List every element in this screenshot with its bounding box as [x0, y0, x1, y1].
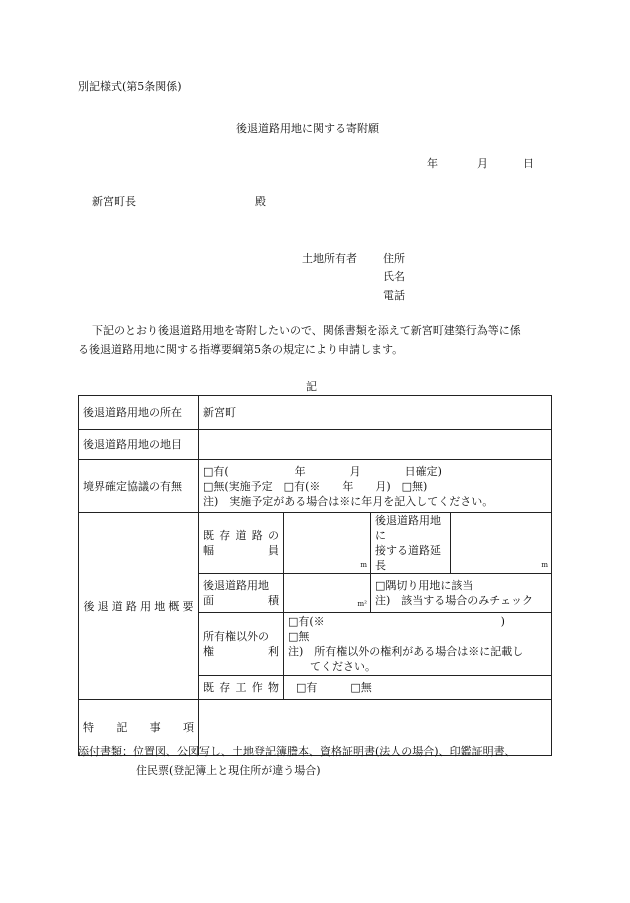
- date-month-label: 月: [477, 157, 488, 170]
- boundary-line-1: □有( 年 月 日確定): [203, 464, 442, 478]
- owner-phone-label: 電話: [383, 289, 405, 302]
- attachments-line-2: 住民票(登記簿上と現住所が違う場合): [136, 764, 321, 777]
- boundary-label: 境界確定協議の有無: [79, 460, 199, 513]
- boundary-content[interactable]: [199, 460, 552, 513]
- rights-cell[interactable]: [284, 613, 552, 676]
- addressee: 新宮町長: [92, 195, 136, 208]
- road-width-label: 既存道路の 幅 員: [199, 513, 284, 574]
- landuse-value[interactable]: [199, 430, 552, 460]
- contact-length-label: 後退道路用地に 接する道路延長: [371, 513, 451, 574]
- structures-label: 既存工作物: [199, 676, 284, 700]
- rights-option-no: □無: [288, 630, 310, 643]
- corner-option: □隅切り用地に該当: [375, 579, 474, 592]
- body-line-1: 下記のとおり後退道路用地を寄附したいので、関係書類を添えて新宮町建築行為等に係: [92, 324, 521, 337]
- rights-note-2: てください。: [310, 660, 376, 673]
- form-reference: 別記様式(第5条関係): [78, 80, 182, 93]
- rights-label: 所有権以外の 権 利: [199, 613, 284, 676]
- owner-address-label: 住所: [383, 252, 405, 265]
- honorific: 殿: [255, 195, 266, 208]
- remarks-label: 特 記 事 項: [79, 700, 199, 756]
- structures-options[interactable]: □有 □無: [284, 676, 552, 700]
- body-line-2: る後退道路用地に関する指導要綱第5条の規定により申請します。: [78, 343, 404, 356]
- landuse-label: 後退道路用地の地目: [79, 430, 199, 460]
- boundary-note: 注) 実施予定がある場合は※に年月を記入してください。: [203, 494, 494, 508]
- date-year-label: 年: [427, 157, 438, 170]
- corner-note: 注) 該当する場合のみチェック: [375, 594, 533, 607]
- application-table: [78, 395, 552, 756]
- road-width-unit: m: [360, 561, 367, 569]
- rights-note-1: 注) 所有権以外の権利がある場合は※に記載し: [288, 645, 524, 658]
- area-unit: m²: [357, 600, 367, 608]
- owner-label: 土地所有者: [302, 252, 357, 265]
- attachments-line-1: 添付書類：位置図、公図写し、土地登記簿謄本、資格証明書(法人の場合)、印鑑証明書、: [78, 745, 516, 758]
- document-title: 後退道路用地に関する寄附願: [236, 122, 379, 135]
- location-label: 後退道路用地の所在: [79, 396, 199, 430]
- area-value[interactable]: [284, 574, 371, 613]
- contact-length-value[interactable]: [451, 513, 552, 574]
- area-label: 後退道路用地 面 積: [199, 574, 284, 613]
- boundary-line-2: □無(実施予定 □有(※ 年 月) □無): [203, 479, 428, 493]
- rights-option-yes: □有(※ ): [288, 615, 505, 628]
- ki-heading: 記: [306, 380, 317, 393]
- overview-label: 後退道路用地概要: [79, 513, 199, 700]
- location-value: 新宮町: [199, 396, 552, 430]
- date-day-label: 日: [523, 157, 534, 170]
- corner-cell[interactable]: [371, 574, 552, 613]
- contact-length-unit: m: [541, 561, 548, 569]
- road-width-value[interactable]: [284, 513, 371, 574]
- owner-name-label: 氏名: [383, 270, 405, 283]
